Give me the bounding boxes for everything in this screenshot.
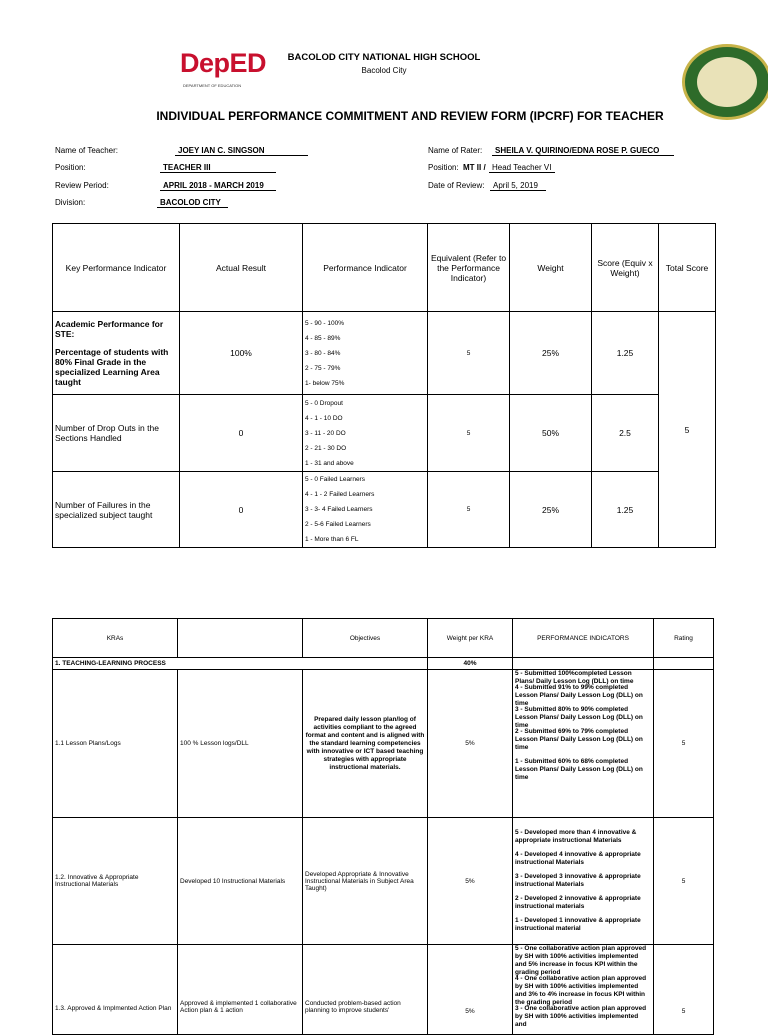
pi-line: 3 - 3- 4 Failed Learners xyxy=(305,506,373,513)
kra-name: 1.3. Approved & Implmented Action Plan xyxy=(53,945,178,1035)
pi-line: 4 - 1 - 10 DO xyxy=(305,414,343,422)
actual-result: 0 xyxy=(180,395,303,472)
equivalent: 5 xyxy=(428,312,510,395)
pi-line: 2 - 75 - 79% xyxy=(305,364,341,372)
kra-rating: 5 xyxy=(654,945,714,1035)
school-name: BACOLOD CITY NATIONAL HIGH SCHOOL xyxy=(287,52,481,63)
logo-text: DepED xyxy=(180,48,267,78)
kra-weight: 5% xyxy=(428,818,513,945)
indicator-line: 4 - One collaborative action plan approved by SH with 100% activities implemented and 3% to 4% increase in focus KPI within the grading period xyxy=(515,975,647,1006)
rater-label: Name of Rater: xyxy=(428,146,483,155)
teacher-label: Name of Teacher: xyxy=(55,146,118,155)
total-score: 5 xyxy=(659,312,716,548)
score: 1.25 xyxy=(592,472,659,548)
header-pi: Performance Indicator xyxy=(303,224,428,312)
division-value: BACOLOD CITY xyxy=(157,198,228,208)
table-row xyxy=(53,472,716,548)
equivalent: 5 xyxy=(428,472,510,548)
score: 1.25 xyxy=(592,312,659,395)
pi-line: 5 - 90 - 100% xyxy=(305,319,345,327)
kra-weight: 5% xyxy=(428,945,513,1035)
indicator-line: 5 - Submitted 100%completed Lesson Plans/ Daily Lesson Log (DLL) on time xyxy=(515,670,634,685)
teacher-value: JOEY IAN C. SINGSON xyxy=(175,146,308,156)
section-row xyxy=(53,658,714,670)
kra-actual: Developed 10 Instructional Materials xyxy=(178,818,303,945)
period-label: Review Period: xyxy=(55,181,109,190)
header-kpi: Key Performance Indicator xyxy=(53,224,180,312)
equivalent: 5 xyxy=(428,395,510,472)
header-indicators: PERFORMANCE INDICATORS xyxy=(513,619,654,658)
pi-line: 2 - 21 - 30 DO xyxy=(305,444,347,452)
indicator-line: 2 - Submitted 69% to 79% completed Lesson Plans/ Daily Lesson Log (DLL) on time xyxy=(515,728,643,751)
pi-line: 5 - 0 Dropout xyxy=(305,399,343,407)
header-objectives: Objectives xyxy=(303,619,428,658)
header-rating: Rating xyxy=(654,619,714,658)
table-row xyxy=(53,818,714,945)
table-row xyxy=(53,945,714,1035)
actual-result: 0 xyxy=(180,472,303,548)
indicator-line: 5 - One collaborative action plan approved by SH with 100% activities implemented and 5% increase in focus KPI within the grading period xyxy=(515,945,647,976)
review-date-label: Date of Review: xyxy=(428,181,485,190)
indicator-line: 4 - Submitted 91% to 99% completed Lesson Plans/ Daily Lesson Log (DLL) on time xyxy=(515,684,643,707)
pi-line: 1- below 75% xyxy=(305,379,345,387)
kra-name: 1.1 Lesson Plans/Logs xyxy=(53,670,178,818)
kra-objective: Conducted problem-based action planning to improve students' xyxy=(303,945,428,1035)
header-blank xyxy=(178,619,303,658)
position-label: Position: xyxy=(55,163,86,172)
kra-actual: 100 % Lesson logs/DLL xyxy=(178,670,303,818)
kra-rating: 5 xyxy=(654,670,714,818)
kpi-text: Number of Drop Outs in the Sections Handled xyxy=(53,395,180,472)
pi-line: 3 - 11 - 20 DO xyxy=(305,429,346,437)
indicator-line: 3 - Developed 3 innovative & appropriate instructional Materials xyxy=(515,873,641,888)
kra-rating: 5 xyxy=(654,818,714,945)
rater-position-value-b: Head Teacher VI xyxy=(489,163,555,173)
kra-objective: Prepared daily lesson plan/log of activities compliant to the agreed format and content and is aligned with the standard learning competencies with innovative or ICT based teaching strategies with appropriate instructional materials. xyxy=(303,670,428,818)
pi-line: 5 - 0 Failed Learners xyxy=(305,476,365,483)
indicator-line: 3 - One collaborative action plan approved by SH with 100% activities implemented and xyxy=(515,1005,647,1028)
table-row xyxy=(53,670,714,818)
header-total: Total Score xyxy=(659,224,716,312)
table-row xyxy=(53,395,716,472)
kra-name: 1.2. Innovative & Appropriate Instructional Materials xyxy=(53,818,178,945)
kra-table xyxy=(52,618,714,1035)
section-label: 1. TEACHING-LEARNING PROCESS xyxy=(53,658,428,670)
header-weight: Weight xyxy=(510,224,592,312)
kra-weight: 5% xyxy=(428,670,513,818)
score: 2.5 xyxy=(592,395,659,472)
pi-line: 2 - 5-6 Failed Learners xyxy=(305,521,371,528)
pi-line: 4 - 85 - 89% xyxy=(305,334,341,342)
rater-position-value-a: MT II / xyxy=(463,163,486,172)
section-weight: 40% xyxy=(428,658,513,670)
indicator-line: 5 - Developed more than 4 innovative & appropriate instructional Materials xyxy=(515,829,637,844)
school-city: Bacolod City xyxy=(361,66,407,75)
kra-objective: Developed Appropriate & Innovative Instructional Materials in Subject Area Taught) xyxy=(303,818,428,945)
kpi-text: Academic Performance for STE: xyxy=(55,319,164,339)
kpi-table xyxy=(52,223,716,548)
indicator-line: 4 - Developed 4 innovative & appropriate instructional Materials xyxy=(515,851,641,866)
weight: 50% xyxy=(510,395,592,472)
indicator-line: 3 - Submitted 80% to 90% completed Lesson Plans/ Daily Lesson Log (DLL) on time xyxy=(515,706,643,729)
weight: 25% xyxy=(510,472,592,548)
form-title: INDIVIDUAL PERFORMANCE COMMITMENT AND REVIEW FORM (IPCRF) FOR TEACHER xyxy=(156,109,664,123)
header-equiv: Equivalent (Refer to the Performance Indicator) xyxy=(428,224,510,312)
header-kras: KRAs xyxy=(53,619,178,658)
rater-position-label: Position: xyxy=(428,163,459,172)
indicator-line: 1 - Submitted 60% to 68% completed Lesson Plans/ Daily Lesson Log (DLL) on time xyxy=(515,758,643,781)
pi-line: 4 - 1 - 2 Failed Learners xyxy=(305,491,375,498)
indicator-line: 1 - Developed 1 innovative & appropriate instructional material xyxy=(515,917,641,932)
kpi-text: Number of Failures in the specialized subject taught xyxy=(53,472,180,548)
header-actual: Actual Result xyxy=(180,224,303,312)
header-weight: Weight per KRA xyxy=(428,619,513,658)
rater-value: SHEILA V. QUIRINO/EDNA ROSE P. GUECO xyxy=(492,146,674,156)
position-value: TEACHER III xyxy=(160,163,276,173)
review-date-value: April 5, 2019 xyxy=(490,181,546,191)
weight: 25% xyxy=(510,312,592,395)
pi-line: 1 - 31 and above xyxy=(305,459,354,467)
header-score: Score (Equiv x Weight) xyxy=(592,224,659,312)
kpi-text: Percentage of students with 80% Final Grade in the specialized Learning Area taught xyxy=(55,347,169,387)
table-row xyxy=(53,312,716,395)
logo-subtext: DEPARTMENT OF EDUCATION xyxy=(183,83,242,88)
actual-result: 100% xyxy=(180,312,303,395)
pi-line: 1 - More than 6 FL xyxy=(305,536,359,543)
division-label: Division: xyxy=(55,198,86,207)
pi-line: 3 - 80 - 84% xyxy=(305,349,341,357)
indicator-line: 2 - Developed 2 innovative & appropriate instructional materials xyxy=(515,895,641,910)
period-value: APRIL 2018 - MARCH 2019 xyxy=(160,181,276,191)
kra-actual: Approved & implemented 1 collaborative Action plan & 1 action xyxy=(178,945,303,1035)
